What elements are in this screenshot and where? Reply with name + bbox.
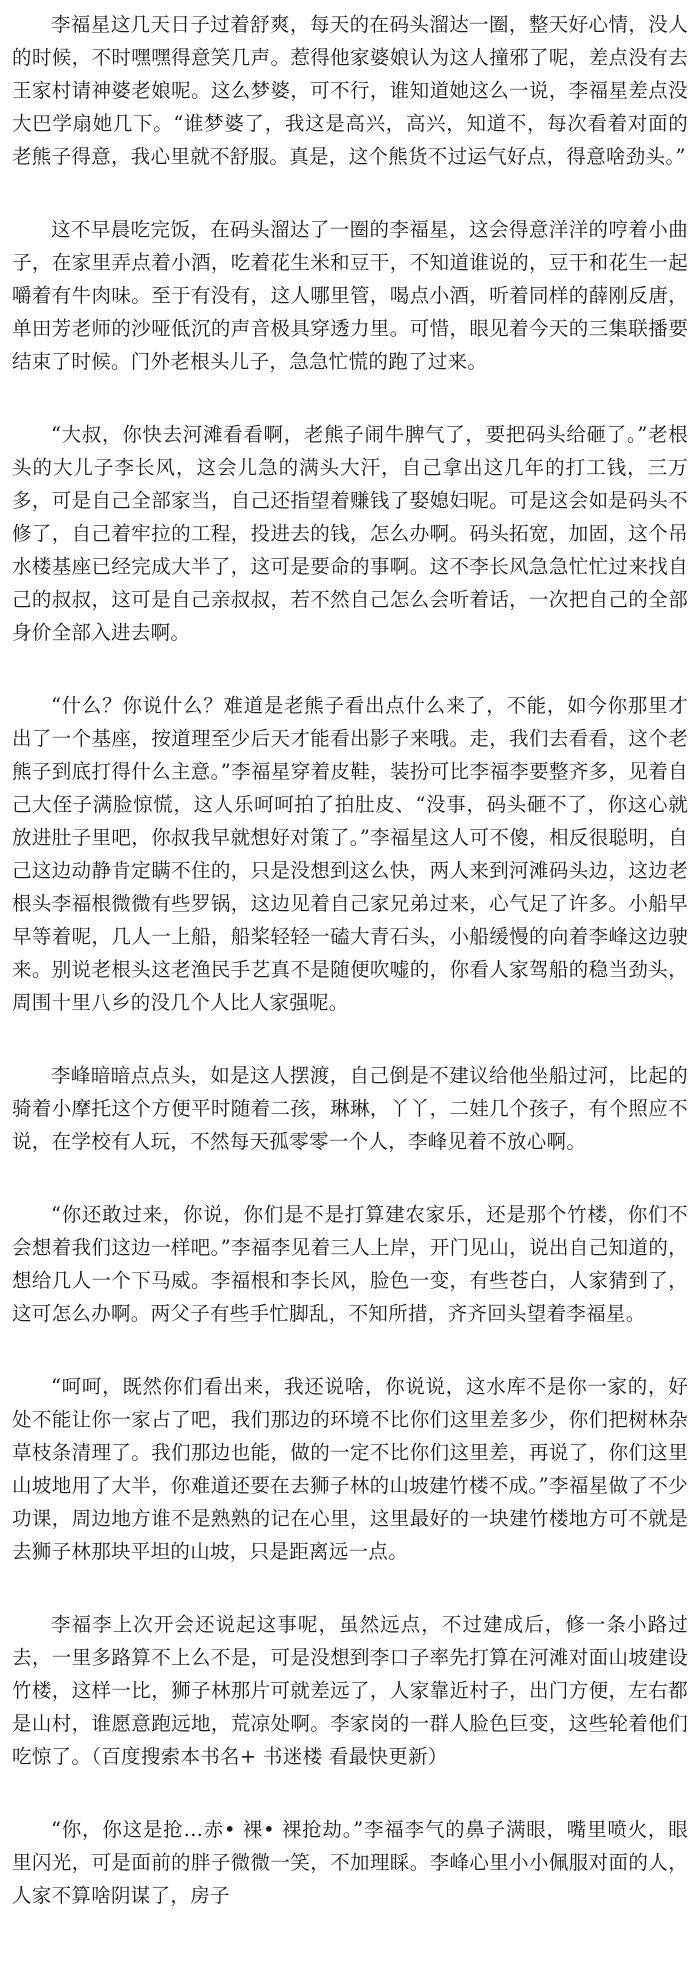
paragraph-9: “你，你这是抢…赤• 裸• 裸抢劫。”李福李气的鼻子满眼，嘴里喷火，眼里闪光，可是面前的胖子微微一笑，不加理睬。李峰心里小小佩服对面的人，人家不算啥阴谋了，房子 [12,1818,688,1907]
paragraph-2: 这不早晨吃完饭，在码头溜达了一圈的李福星，这会得意洋洋的哼着小曲子，在家里弄点着小酒，吃着花生米和豆干，不知道谁说的，豆干和花生一起嚼着有牛肉味。至于有没有，这人哪里管，喝点小酒，听着同样的薛刚反唐，单田芳老师的沙哑低沉的声音极具穿透力里。可惜，眼见着今天的三集联播要结束了时候。门外老根头儿子，急急忙慌的跑了过来。 [12,218,688,373]
paragraph-4: “什么？你说什么？难道是老熊子看出点什么来了，不能，如今你那里才出了一个基座，按道理至少后天才能看出影子来哦。走，我们去看看，这个老熊子到底打得什么主意。”李福星穿着皮鞋，装扮可比李福李要整齐多，见着自己大侄子满脸惊慌，这人乐呵呵拍了拍肚皮、“没事，码头砸不了，你这心就放进肚子里吧，你叔我早就想好对策了。”李福星这人可不傻，相反很聪明，自己这边动静肯定瞒不住的，只是没想到这么快，两人来到河滩码头边，这边老根头李福根微微有些罗锅，这边见着自己家兄弟过来，心气足了许多。小船早早等着呢，几人一上船，船桨轻轻一磕大青石头，小船缓慢的向着李峰这边驶来。别说老根头这老渔民手艺真不是随便吹嘘的，你看人家驾船的稳当劲头，周围十里八乡的没几个人比人家强呢。 [12,694,688,1014]
paragraph-7: “呵呵，既然你们看出来，我还说啥，你说说，这水库不是你一家的，好处不能让你一家占了吧，我们那边的环境不比你们这里差多少，你们把树林杂草枝条清理了。我们那边也能，做的一定不比你们这里差，再说了，你们这里山坡地用了大半，你难道还要在去狮子林的山坡建竹楼不成。”李福星做了不少功课，周边地方谁不是熟熟的记在心里，这里最好的一块建竹楼地方可不就是去狮子林那块平坦的山坡，只是距离远一点。 [12,1375,688,1563]
paragraph-6: “你还敢过来，你说，你们是不是打算建农家乐，还是那个竹楼，你们不会想着我们这边一样吧。”李福李见着三人上岸，开门见山，说出自己知道的，想给几人一个下马威。李福根和李长风，脸色一变，有些苍白，人家猜到了，这可怎么办啊。两父子有些手忙脚乱，不知所措，齐齐回头望着李福星。 [12,1203,688,1325]
paragraph-5: 李峰暗暗点点头，如是这人摆渡，自己倒是不建议给他坐船过河，比起的骑着小摩托这个方便平时随着二孩，琳琳，丫丫，二娃几个孩子，有个照应不说，在学校有人玩，不然每天孤零零一个人，李峰见着不放心啊。 [12,1064,688,1153]
paragraph-8: 李福李上次开会还说起这事呢，虽然远点，不过建成后，修一条小路过去，一里多路算不上么不是，可是没想到李口子率先打算在河滩对面山坡建设竹楼，这样一比，狮子林那片可就差远了，人家靠近村子，出门方便，左右都是山村，谁愿意跑远地，荒凉处啊。李家岗的一群人脸色巨变，这些轮着他们吃惊了。（百度搜索本书名+ 书迷楼 看最快更新） [12,1613,688,1768]
paragraph-1: 李福星这几天日子过着舒爽，每天的在码头溜达一圈，整天好心情，没人的时候，不时嘿嘿得意笑几声。惹得他家婆娘认为这人撞邪了呢，差点没有去王家村请神婆老娘呢。这么梦婆，可不行，谁知道她这么一说，李福星差点没大巴学扇她几下。“谁梦婆了，我这是高兴，高兴，知道不，每次看着对面的老熊子得意，我心里就不舒服。真是，这个熊货不过运气好点，得意啥劲头。” [12,13,688,168]
paragraph-3: “大叔，你快去河滩看看啊，老熊子闹牛脾气了，要把码头给砸了。”老根头的大儿子李长风，这会儿急的满头大汗，自己拿出这几年的打工钱，三万多，可是自己全部家当，自己还指望着赚钱了娶媳妇呢。可是这会如是码头不修了，自己着牢拉的工程，投进去的钱，怎么办啊。码头拓宽，加固，这个吊水楼基座已经完成大半了，这可是要命的事啊。这不李长风急急忙忙过来找自己的叔叔，这可是自己亲叔叔，若不然自己怎么会听着话，一次把自己的全部身价全部入进去啊。 [12,423,688,644]
